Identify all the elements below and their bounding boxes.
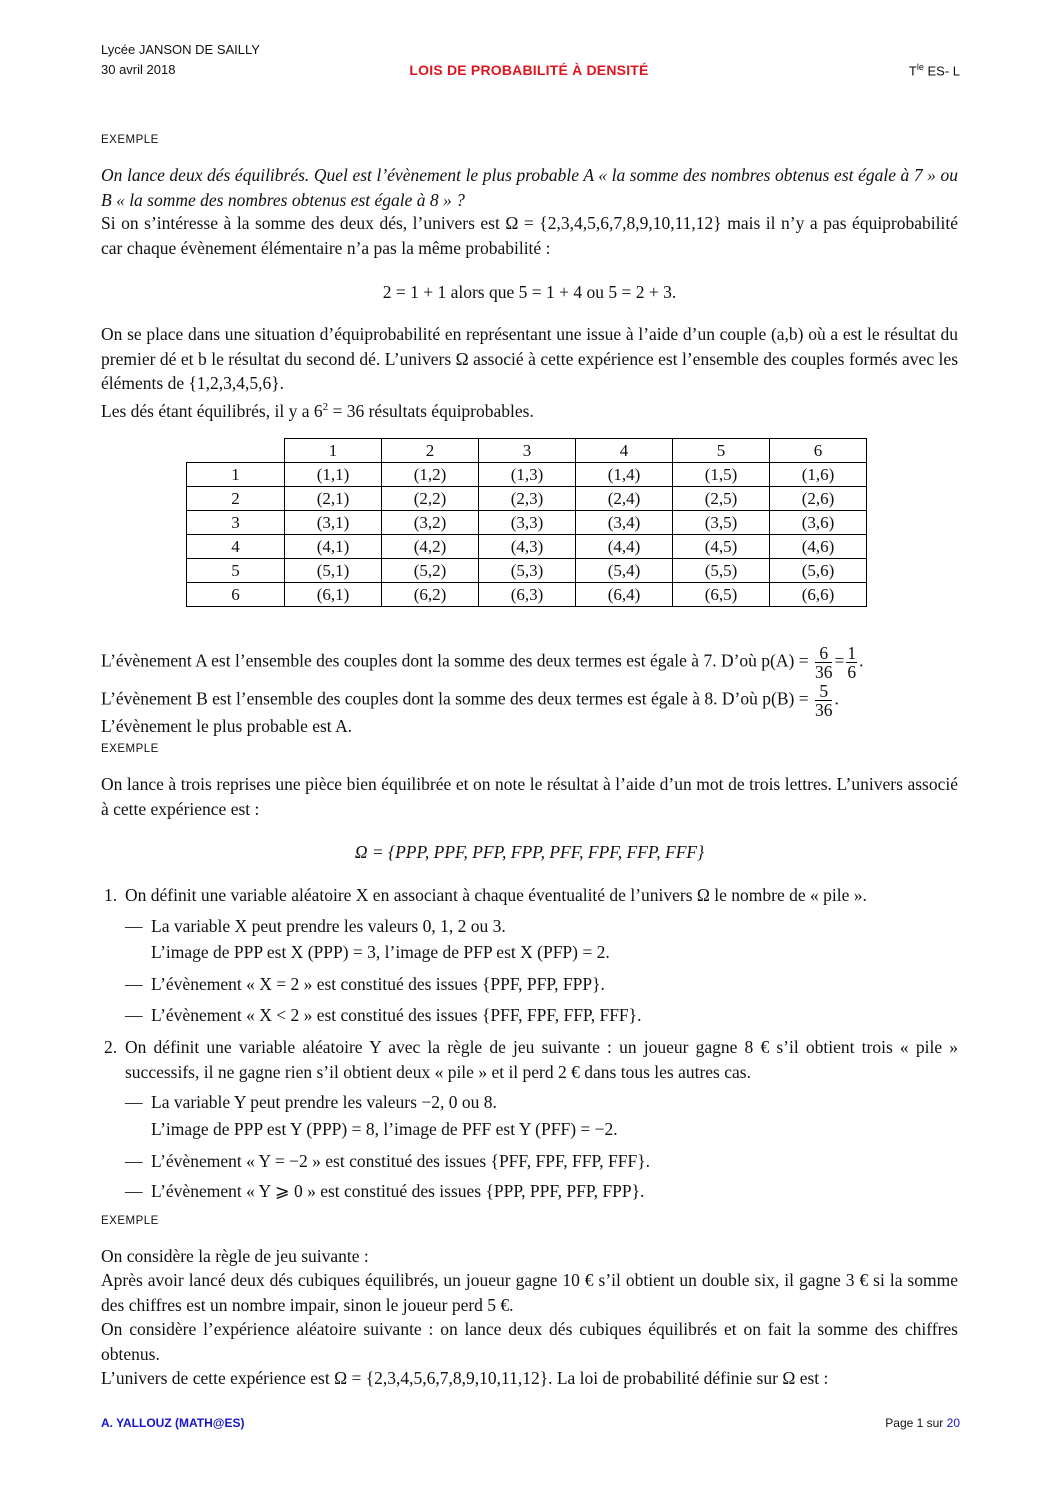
table-cell: (1,6): [770, 463, 867, 487]
document-date: 30 avril 2018: [101, 62, 176, 77]
table-cell: (3,1): [285, 511, 382, 535]
row-header: 1: [187, 463, 285, 487]
list-number: 2.: [104, 1037, 118, 1057]
column-header: 3: [479, 439, 576, 463]
numerator: 6: [815, 644, 833, 663]
page-total-link[interactable]: 20: [946, 1416, 960, 1430]
table-header-row: [187, 439, 867, 463]
table-cell: (5,1): [285, 559, 382, 583]
table-cell: (4,2): [382, 535, 479, 559]
table-cell: (4,3): [479, 535, 576, 559]
dash-bullet: —: [125, 1181, 143, 1201]
class-sup: le: [916, 62, 924, 72]
table-cell: (1,1): [285, 463, 382, 487]
dash-bullet: —: [125, 916, 143, 936]
dash-bullet: —: [125, 1005, 143, 1025]
author-link[interactable]: A. YALLOUZ (MATH@ES): [101, 1416, 245, 1430]
p3-exponent: 2: [322, 401, 329, 413]
column-header: 2: [382, 439, 479, 463]
table-cell: (4,5): [673, 535, 770, 559]
table-cell: (4,6): [770, 535, 867, 559]
table-cell: (5,5): [673, 559, 770, 583]
p3-before: Les dés étant équilibrés, il y a 6: [101, 400, 323, 421]
table-row: [187, 583, 867, 607]
class-prefix: T: [908, 63, 917, 79]
example-label: EXEMPLE: [101, 134, 159, 146]
table-cell: (5,6): [770, 559, 867, 583]
table-cell: (3,4): [576, 511, 673, 535]
bullet-text-continued: L’image de PPP est Y (PPP) = 8, l’image de PFF est Y (PFF) = −2.: [151, 1119, 618, 1139]
table-row: [187, 535, 867, 559]
table-cell: (2,6): [770, 487, 867, 511]
table-cell: (2,3): [479, 487, 576, 511]
denominator: 36: [814, 700, 833, 720]
table-corner: [187, 439, 285, 463]
example1-formula: 2 = 1 + 1 alors que 5 = 1 + 4 ou 5 = 2 + 3.: [382, 282, 677, 302]
table-row: [187, 463, 867, 487]
example3-paragraph-4: L’univers de cette expérience est Ω = {2,3,4,5,6,7,8,9,10,11,12}. La loi de probabilité définie sur Ω est :: [101, 1368, 829, 1388]
dash-bullet: —: [125, 1092, 143, 1112]
table-cell: (6,1): [285, 583, 382, 607]
example-label: EXEMPLE: [101, 1215, 159, 1227]
example2-intro: On lance à trois reprises une pièce bien équilibrée et on note le résultat à l’aide d’un mot de trois lettres. L’univers associé à cette expérience est :: [101, 774, 958, 819]
numerator: 5: [815, 682, 833, 701]
page-title: LOIS DE PROBABILITÉ À DENSITÉ: [409, 62, 649, 78]
table-cell: (6,2): [382, 583, 479, 607]
example1-paragraph-1: Si on s’intéresse à la somme des deux dés, l’univers est Ω = {2,3,4,5,6,7,8,9,10,11,12} mais il n’y a pas équiprobabilité car chaque évènement élémentaire n’a pas la même probabilité :: [101, 213, 958, 258]
row-header: 4: [187, 535, 285, 559]
row-header: 6: [187, 583, 285, 607]
row-header: 2: [187, 487, 285, 511]
example1-question: On lance deux dés équilibrés. Quel est l’évènement le plus probable A « la somme des nombres obtenus est égale à 7 » ou B « la somme des nombres obtenus est égale à 8 » ?: [101, 165, 958, 210]
event-a-statement: L’évènement A est l’ensemble des couples dont la somme des deux termes est égale à 7. D’où p(A) = $\frac{6}{36}$ = $\frac{1}{6}$ .: [101, 643, 864, 682]
table-cell: (1,3): [479, 463, 576, 487]
p3-after: = 36 résultats équiprobables.: [328, 400, 534, 421]
fraction: [815, 644, 833, 681]
example3-paragraph-3: On considère l’expérience aléatoire suivante : on lance deux dés cubiques équilibrés et on fait la somme des chiffres obtenus.: [101, 1319, 958, 1364]
list-item-1-text: On définit une variable aléatoire X en associant à chaque éventualité de l’univers Ω le nombre de « pile ».: [125, 885, 867, 905]
dash-bullet: —: [125, 974, 143, 994]
table-cell: (5,3): [479, 559, 576, 583]
column-header: 1: [285, 439, 382, 463]
class-suffix: ES- L: [923, 63, 960, 79]
table-cell: (2,4): [576, 487, 673, 511]
table-cell: (1,4): [576, 463, 673, 487]
table-cell: (6,3): [479, 583, 576, 607]
bullet-text: L’évènement « X < 2 » est constitué des issues {PFF, FPF, FFP, FFF}.: [151, 1005, 642, 1025]
table-cell: (6,6): [770, 583, 867, 607]
list-number: 1.: [104, 885, 118, 905]
event-b-text: L’évènement B est l’ensemble des couples dont la somme des deux termes est égale à 8. D’où p(B) =: [101, 688, 809, 709]
dash-bullet: —: [125, 1151, 143, 1171]
table-cell: (3,2): [382, 511, 479, 535]
example3-paragraph-2: Après avoir lancé deux dés cubiques équilibrés, un joueur gagne 10 € s’il obtient un double six, il gagne 3 € si la somme des chiffres est un nombre impair, sinon le joueur perd 5 €.: [101, 1270, 958, 1315]
row-header: 3: [187, 511, 285, 535]
example1-paragraph-3: [101, 395, 958, 423]
bullet-text: L’évènement « X = 2 » est constitué des issues {PPF, PFP, FPP}.: [151, 974, 605, 994]
page-indicator: [885, 1416, 960, 1430]
table-cell: (4,1): [285, 535, 382, 559]
table-row: [187, 487, 867, 511]
example2-universe: Ω = {PPP, PPF, PFP, FPP, PFF, FPF, FFP, FFF}: [354, 842, 705, 862]
denominator: 36: [814, 662, 833, 682]
table-cell: (5,4): [576, 559, 673, 583]
table-cell: (2,5): [673, 487, 770, 511]
dice-outcomes-table: [186, 438, 867, 607]
table-cell: (6,4): [576, 583, 673, 607]
numerator: 1: [847, 643, 857, 663]
table-row: [187, 559, 867, 583]
column-header: 6: [770, 439, 867, 463]
page-prefix: Page 1 sur: [885, 1416, 947, 1430]
table-cell: (2,2): [382, 487, 479, 511]
table-cell: (2,1): [285, 487, 382, 511]
row-header: 5: [187, 559, 285, 583]
school-name: Lycée JANSON DE SAILLY: [101, 42, 260, 57]
example1-conclusion: L’évènement le plus probable est A.: [101, 716, 353, 736]
denominator: 6: [847, 662, 857, 682]
bullet-text: L’évènement « Y ⩾ 0 » est constitué des issues {PPP, PPF, PFP, FPP}.: [151, 1181, 645, 1201]
column-header: 5: [673, 439, 770, 463]
table-cell: (6,5): [673, 583, 770, 607]
bullet-text: La variable X peut prendre les valeurs 0, 1, 2 ou 3.: [151, 916, 506, 936]
table-cell: (3,6): [770, 511, 867, 535]
example3-paragraph-1: On considère la règle de jeu suivante :: [101, 1246, 369, 1266]
event-b-statement: L’évènement B est l’ensemble des couples dont la somme des deux termes est égale à 8. D’où p(B) = $\frac{5}{36}$ .: [101, 681, 839, 720]
table-cell: (1,5): [673, 463, 770, 487]
table-cell: (1,2): [382, 463, 479, 487]
list-item-2-text: On définit une variable aléatoire Y avec la règle de jeu suivante : un joueur gagne 8 € s’il obtient trois « pile » successifs, il ne gagne rien s’il obtient deux « pile » et il perd 2 € dans tous les autres cas.: [125, 1037, 958, 1082]
bullet-text-continued: L’image de PPP est X (PPP) = 3, l’image de PFP est X (PFP) = 2.: [151, 942, 610, 962]
event-a-text: L’évènement A est l’ensemble des couples dont la somme des deux termes est égale à 7. D’où p(A) =: [101, 650, 809, 671]
table-cell: (3,3): [479, 511, 576, 535]
fraction: [846, 644, 857, 681]
table-row: [187, 511, 867, 535]
bullet-text: L’évènement « Y = −2 » est constitué des issues {PFF, FPF, FFP, FFF}.: [151, 1151, 651, 1171]
table-cell: (5,2): [382, 559, 479, 583]
example1-paragraph-2: On se place dans une situation d’équiprobabilité en représentant une issue à l’aide d’un couple (a,b) où a est le résultat du premier dé et b le résultat du second dé. L’univers Ω associé à cette expérience est l’ensemble des couples formés avec les éléments de {1,2,3,4,5,6}.: [101, 324, 958, 393]
example-label: EXEMPLE: [101, 743, 159, 755]
class-label: [909, 62, 960, 78]
column-header: 4: [576, 439, 673, 463]
bullet-text: La variable Y peut prendre les valeurs −2, 0 ou 8.: [151, 1092, 497, 1112]
table-cell: (3,5): [673, 511, 770, 535]
table-cell: (4,4): [576, 535, 673, 559]
